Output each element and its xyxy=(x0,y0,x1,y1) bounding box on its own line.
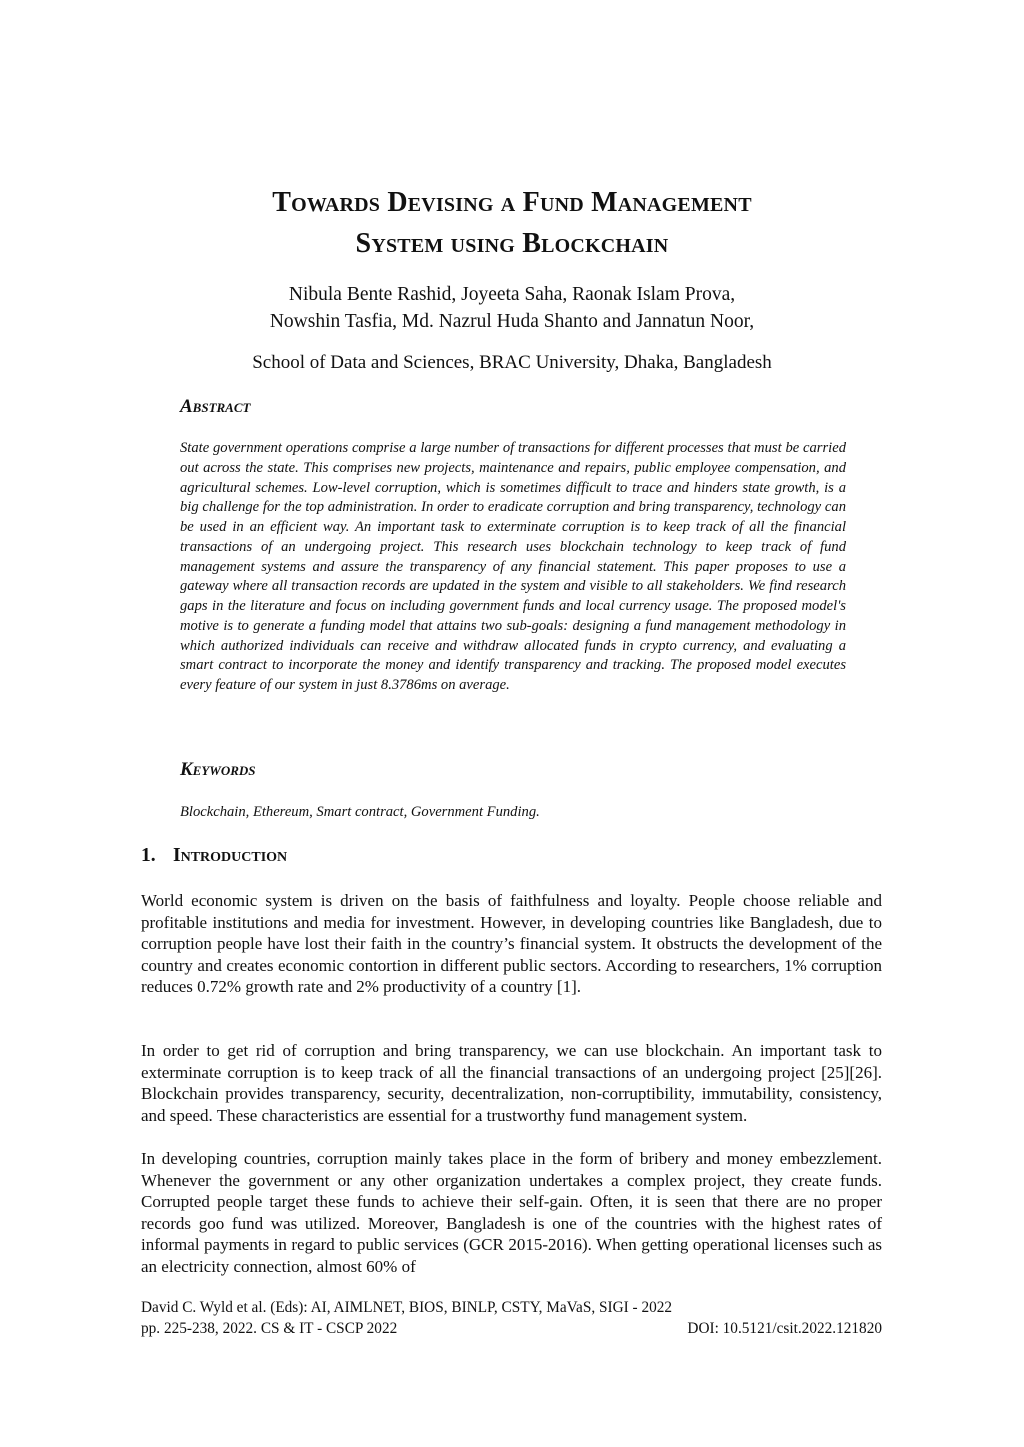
abstract-heading: Abstract xyxy=(180,396,251,417)
intro-paragraph-2: In order to get rid of corruption and bring transparency, we can use blockchain. An important task to exterminate corruption is to keep track of all the financial transactions of an undergoing project [25][26]. Blockchain provides transparency, security, decentralization, non-corruptibility, immutability, consistency, and speed. These characteristics are essential for a trustworthy fund management system. xyxy=(141,1041,882,1125)
intro-paragraph-3: In developing countries, corruption mainly takes place in the form of bribery and money embezzlement. Whenever the government or any other organization undertakes a complex project, they create funds. Corrupted people target these funds to achieve their self-gain. Often, it is seen that there are no proper records goo fund was utilized. Moreover, Bangladesh is one of the countries with the highest rates of informal payments in regard to public services (GCR 2015-2016). When getting operational licenses such as an electricity connection, almost 60% of xyxy=(141,1149,882,1276)
title-line-1: Towards Devising a Fund Management xyxy=(272,187,752,218)
paper-title xyxy=(0,182,1024,264)
page-footer xyxy=(141,1297,882,1339)
affiliation: School of Data and Sciences, BRAC University, Dhaka, Bangladesh xyxy=(252,352,772,373)
footer-doi: DOI: 10.5121/csit.2022.121820 xyxy=(687,1320,882,1337)
footer-proceedings: David C. Wyld et al. (Eds): AI, AIMLNET, BIOS, BINLP, CSTY, MaVaS, SIGI - 2022 xyxy=(141,1299,673,1316)
keywords-text: Blockchain, Ethereum, Smart contract, Government Funding. xyxy=(180,804,540,820)
footer-pages: pp. 225-238, 2022. CS & IT - CSCP 2022 xyxy=(141,1320,398,1337)
authors-line-1: Nibula Bente Rashid, Joyeeta Saha, Raonak Islam Prova, xyxy=(288,284,736,305)
author-list xyxy=(0,281,1024,335)
authors-line-2: Nowshin Tasfia, Md. Nazrul Huda Shanto and Jannatun Noor, xyxy=(269,311,755,332)
abstract-text: State government operations comprise a large number of transactions for different processes that must be carried out across the state. This comprises new projects, maintenance and repairs, public employee compensation, and agricultural schemes. Low-level corruption, which is sometimes difficult to trace and hinders state growth, is a big challenge for the top administration. In order to eradicate corruption and bring transparency, technology can be used in an efficient way. An important task to exterminate corruption is to keep track of all the financial transactions of an undergoing project. This research uses blockchain technology to keep track of fund management systems and assure the transparency of any financial statement. This paper proposes to use a gateway where all transaction records are updated in the system and visible to all stakeholders. We find research gaps in the literature and focus on including government funds and local currency usage. The proposed model's motive is to generate a funding model that attains two sub-goals: designing a fund management methodology in which authorized individuals can receive and withdraw allocated funds in crypto currency, and evaluating a smart contract to incorporate the money and identify transparency and tracking. The proposed model executes every feature of our system in just 8.3786ms on average. xyxy=(180,440,846,693)
section-number: 1. xyxy=(141,845,156,866)
intro-paragraph-1: World economic system is driven on the basis of faithfulness and loyalty. People choose reliable and profitable institutions and media for investment. However, in developing countries like Bangladesh, due to corruption people have lost their faith in the country’s financial system. It obstructs the development of the country and creates economic contortion in different public sectors. According to researchers, 1% corruption reduces 0.72% growth rate and 2% productivity of a country [1]. xyxy=(141,891,882,997)
title-line-2: System using Blockchain xyxy=(355,228,669,259)
keywords-heading: Keywords xyxy=(180,759,256,780)
section-title: Introduction xyxy=(173,845,288,866)
section-heading-introduction xyxy=(141,845,287,867)
